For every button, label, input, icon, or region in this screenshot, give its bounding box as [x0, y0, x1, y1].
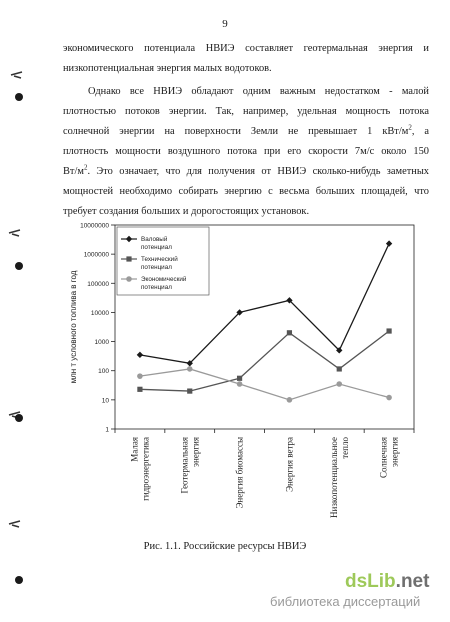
x-category-label: Геотермальная — [179, 437, 190, 494]
binder-hole-dot — [15, 414, 23, 422]
binder-hole-dot — [15, 93, 23, 101]
x-category-label: гидроэнергетика — [140, 437, 151, 501]
y-tick-label: 10000 — [90, 309, 109, 317]
text-line-5-main: солнечной энергии на поверхности Земли не превышает 1 кВт/м — [63, 126, 409, 137]
legend-label: Валовый — [141, 236, 168, 243]
watermark-subtitle: библиотека диссертаций — [270, 594, 421, 609]
data-point — [386, 240, 392, 246]
legend-label: потенциал — [141, 264, 172, 271]
data-point — [187, 388, 192, 393]
legend-label: потенциал — [141, 244, 172, 251]
data-point — [237, 381, 243, 387]
legend-label: потенциал — [141, 284, 172, 291]
text-line-6: плотность мощности воздушного потока при его скорости 7м/с около 150 — [63, 146, 429, 157]
y-tick-label: 100 — [98, 368, 109, 376]
text-line-4: плотностью потоков энергии. Так, например, удельная мощность потока — [63, 106, 429, 117]
binder-tick-mark — [8, 519, 22, 529]
legend-label: Экономический — [141, 276, 187, 283]
data-point — [137, 387, 142, 392]
text-line-7-tail: . Это означает, что для получения от НВИЭ сколько-нибудь заметных — [87, 166, 429, 177]
binder-tick-mark — [10, 70, 24, 80]
x-category-label: энергия — [190, 437, 201, 467]
data-point — [287, 330, 292, 335]
y-tick-label: 10 — [101, 397, 109, 405]
chart — [64, 214, 424, 534]
data-point — [137, 373, 143, 379]
legend-label: Технический — [141, 256, 178, 263]
legend-marker — [126, 276, 132, 282]
data-point — [237, 376, 242, 381]
legend-marker — [126, 256, 131, 261]
y-axis-label: млн т условного топлива в год — [69, 270, 78, 384]
data-point — [287, 397, 293, 403]
x-category-label: Малая — [129, 437, 140, 462]
x-category-label: Энергия ветра — [284, 437, 295, 492]
y-tick-label: 1000 — [94, 339, 109, 347]
x-category-label: тепло — [339, 437, 350, 459]
series-line-3 — [140, 369, 389, 400]
y-tick-label: 1000000 — [83, 251, 109, 259]
page-number: 9 — [222, 18, 228, 30]
text-line-9: требует создания больших и дорогостоящих установок. — [63, 206, 310, 217]
x-category-label: энергия — [389, 437, 400, 467]
y-tick-label: 100000 — [87, 280, 109, 288]
text-line-8: мощностей необходимо собирать энергию с весьма больших площадей, что — [63, 186, 429, 197]
y-tick-label: 1 — [105, 426, 109, 434]
data-point — [337, 366, 342, 371]
watermark-logo-main: dsLib — [345, 571, 396, 592]
text-line-5-tail: , а — [411, 126, 429, 137]
x-category-label: Низкопотенциальное — [328, 437, 339, 518]
data-point — [187, 366, 193, 372]
y-tick-label: 10000000 — [80, 222, 109, 230]
x-category-label: Солнечная — [378, 437, 389, 478]
binder-tick-mark — [8, 228, 22, 238]
data-point — [386, 328, 391, 333]
x-category-label: Энергия биомассы — [234, 437, 245, 509]
superscript: 2 — [408, 123, 412, 132]
text-line-1: экономического потенциала НВИЭ составляет геотермальная энергия и — [63, 43, 429, 54]
text-line-2: низкопотенциальная энергия малых водотоков. — [63, 63, 272, 74]
watermark-logo — [345, 571, 429, 593]
data-point — [336, 381, 342, 387]
text-line-7-main: Вт/м — [63, 166, 84, 177]
text-line-7 — [63, 165, 429, 178]
data-point — [137, 352, 143, 358]
text-line-3: Однако все НВИЭ обладают одним важным недостатком - малой — [88, 86, 429, 97]
figure-caption: Рис. 1.1. Российские ресурсы НВИЭ — [143, 541, 307, 552]
binder-hole-dot — [15, 262, 23, 270]
superscript: 2 — [83, 163, 88, 172]
data-point — [386, 395, 392, 401]
binder-hole-dot — [15, 576, 23, 584]
watermark-logo-tld: .net — [395, 571, 430, 592]
text-line-5 — [63, 125, 429, 138]
